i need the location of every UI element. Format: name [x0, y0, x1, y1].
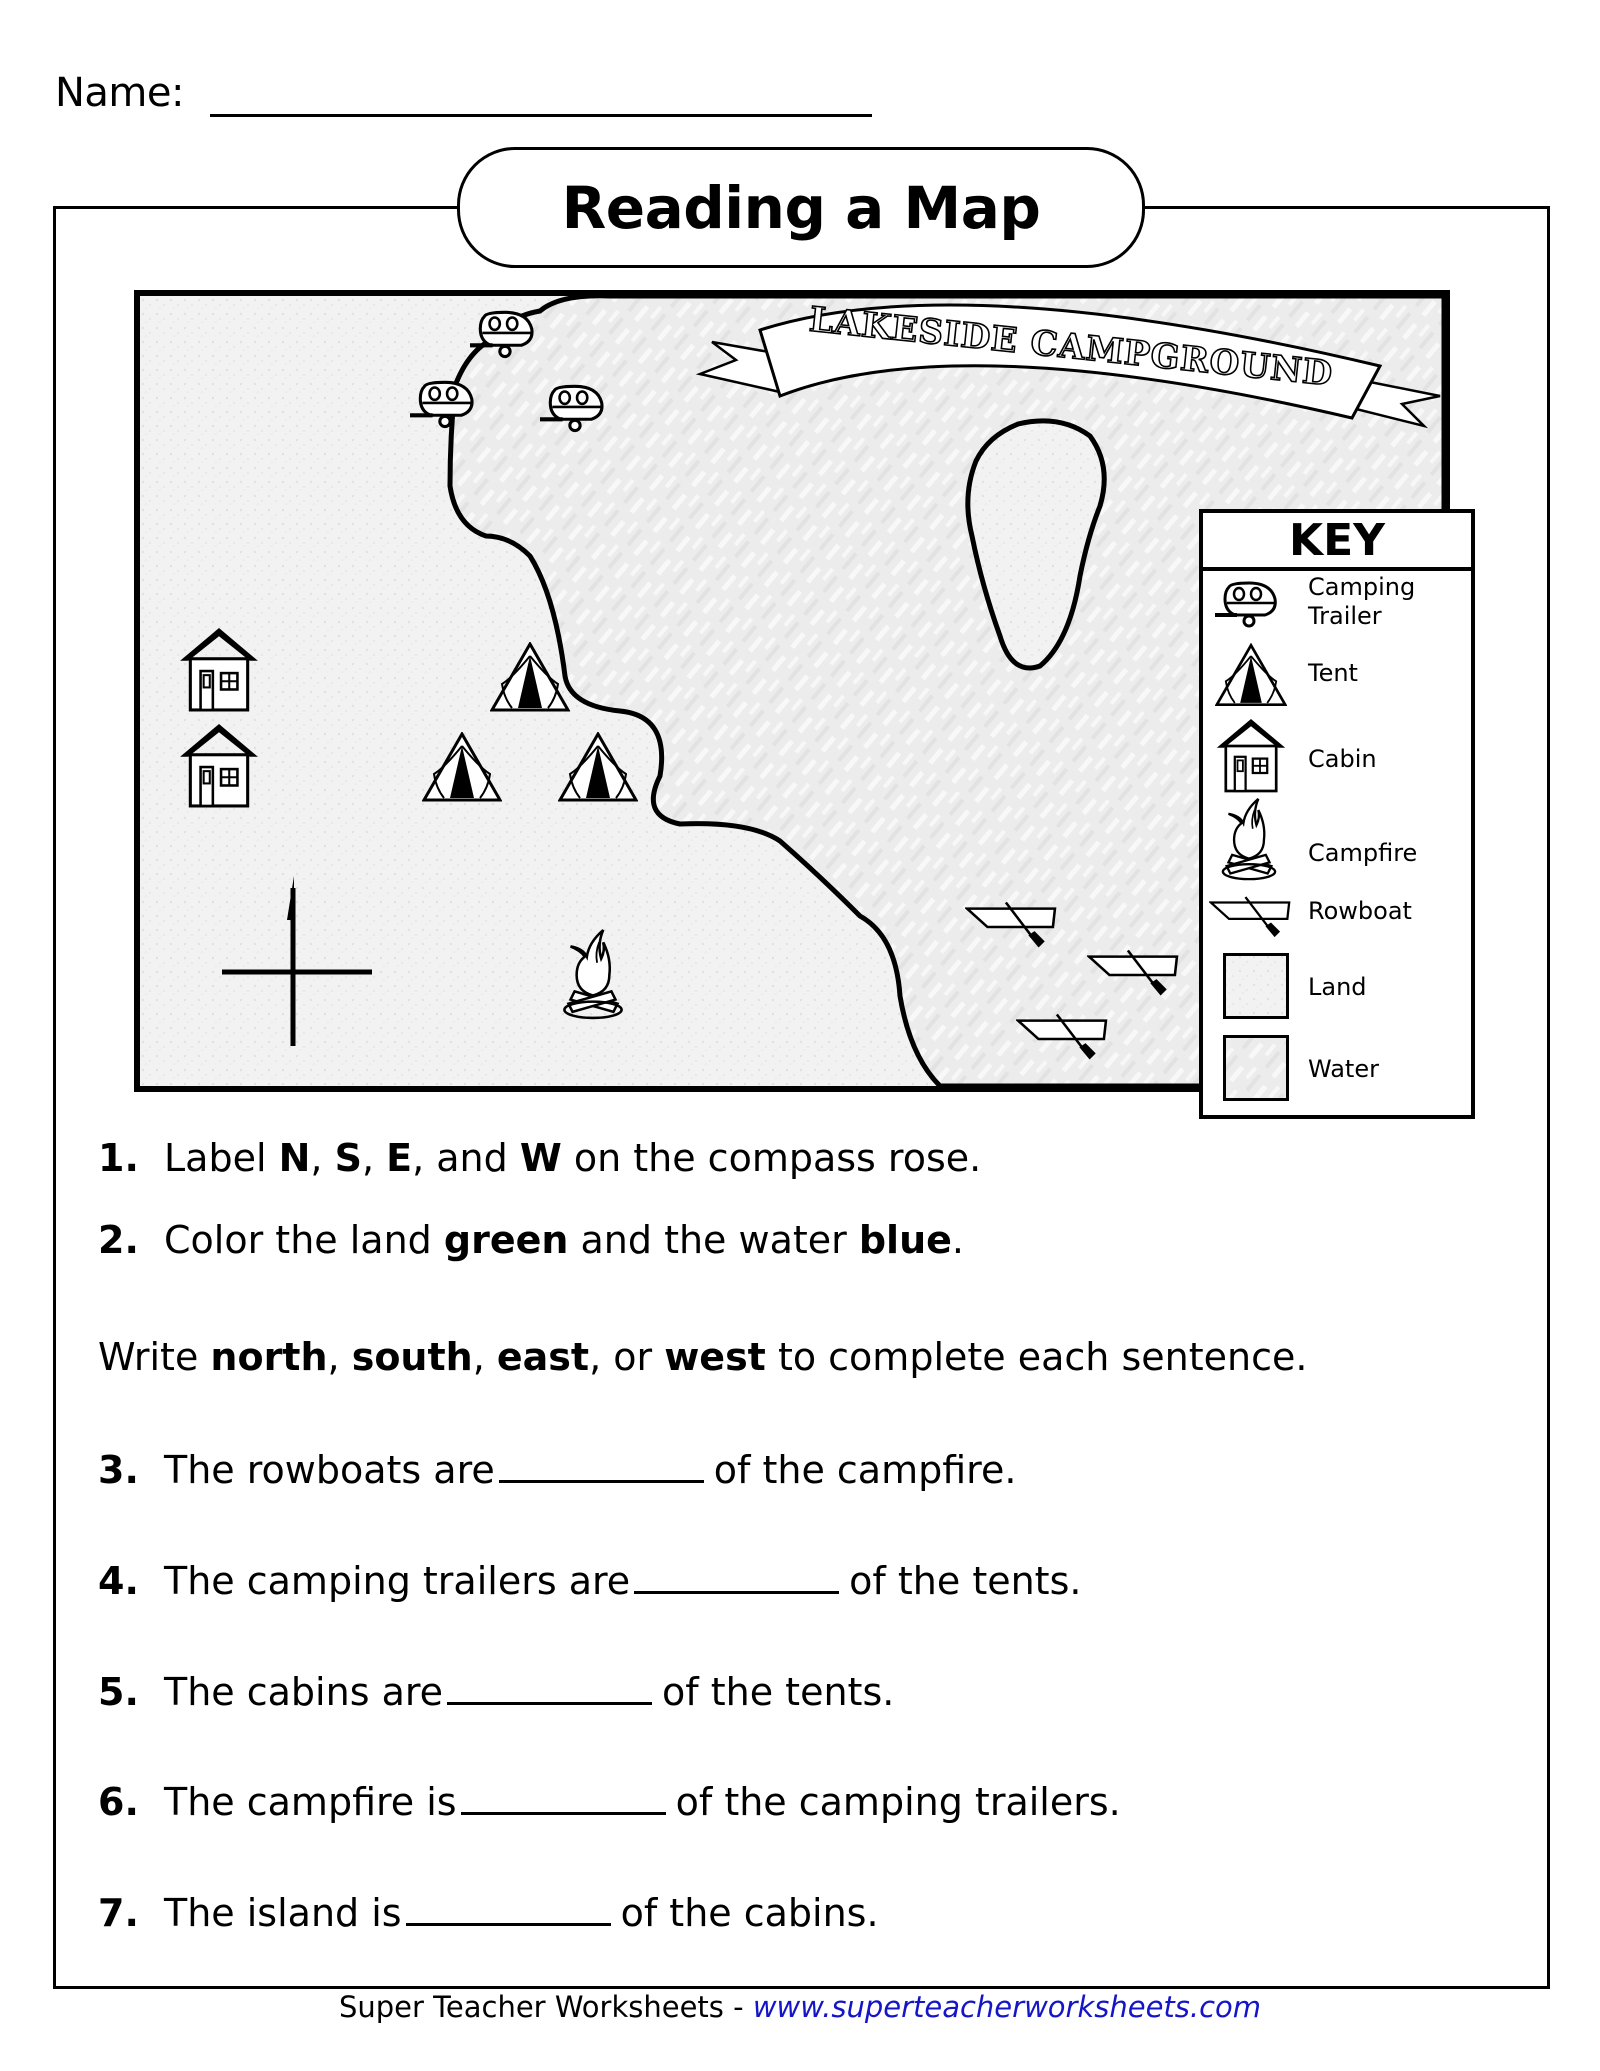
- key-label: Water: [1308, 1055, 1379, 1083]
- key-label: Cabin: [1308, 745, 1377, 773]
- land-swatch-icon: [1223, 953, 1289, 1019]
- footer-link[interactable]: www.superteacherworksheets.com: [752, 1990, 1262, 2024]
- question-7: 7. The island is of the cabins.: [98, 1891, 879, 1935]
- name-field[interactable]: [210, 114, 872, 117]
- cabin-icon: [1215, 717, 1287, 793]
- name-label: Name:: [55, 70, 184, 116]
- key-label: Campfire: [1308, 839, 1418, 867]
- question-5: 5. The cabins are of the tents.: [98, 1670, 895, 1714]
- key-label: Land: [1308, 973, 1367, 1001]
- answer-blank-3[interactable]: [499, 1450, 704, 1483]
- key-label: Camping: [1308, 573, 1416, 601]
- instruction-text: Write north, south, east, or west to complete each sentence.: [98, 1335, 1308, 1379]
- answer-blank-4[interactable]: [634, 1561, 839, 1594]
- key-label: Tent: [1308, 659, 1358, 687]
- question-3: 3. The rowboats are of the campfire.: [98, 1448, 1017, 1492]
- water-swatch-icon: [1223, 1035, 1289, 1101]
- question-2: 2. Color the land green and the water blue.: [98, 1218, 965, 1262]
- camping-trailer-icon: [1215, 581, 1285, 631]
- rowboat-icon: [1209, 895, 1291, 941]
- question-1: 1. Label N, S, E, and W on the compass rose.: [98, 1136, 982, 1180]
- map-key: [1199, 509, 1475, 1119]
- key-label: Trailer: [1308, 602, 1382, 630]
- footer: [0, 1990, 1600, 2024]
- question-4: 4. The camping trailers are of the tents.: [98, 1559, 1082, 1603]
- footer-brand: Super Teacher Worksheets -: [338, 1990, 753, 2024]
- answer-blank-5[interactable]: [447, 1672, 652, 1705]
- key-title: KEY: [1203, 513, 1471, 571]
- campfire-icon: [1221, 797, 1277, 881]
- tent-icon: [1215, 643, 1287, 707]
- key-label: Rowboat: [1308, 897, 1412, 925]
- answer-blank-6[interactable]: [461, 1782, 666, 1815]
- page-title: Reading a Map: [561, 173, 1041, 242]
- svg-text:LAKESIDE CAMPGROUND: LAKESIDE CAMPGROUND: [807, 299, 1335, 395]
- title-pill: [457, 147, 1145, 268]
- question-6: 6. The campfire is of the camping trailers.: [98, 1780, 1121, 1824]
- answer-blank-7[interactable]: [406, 1893, 611, 1926]
